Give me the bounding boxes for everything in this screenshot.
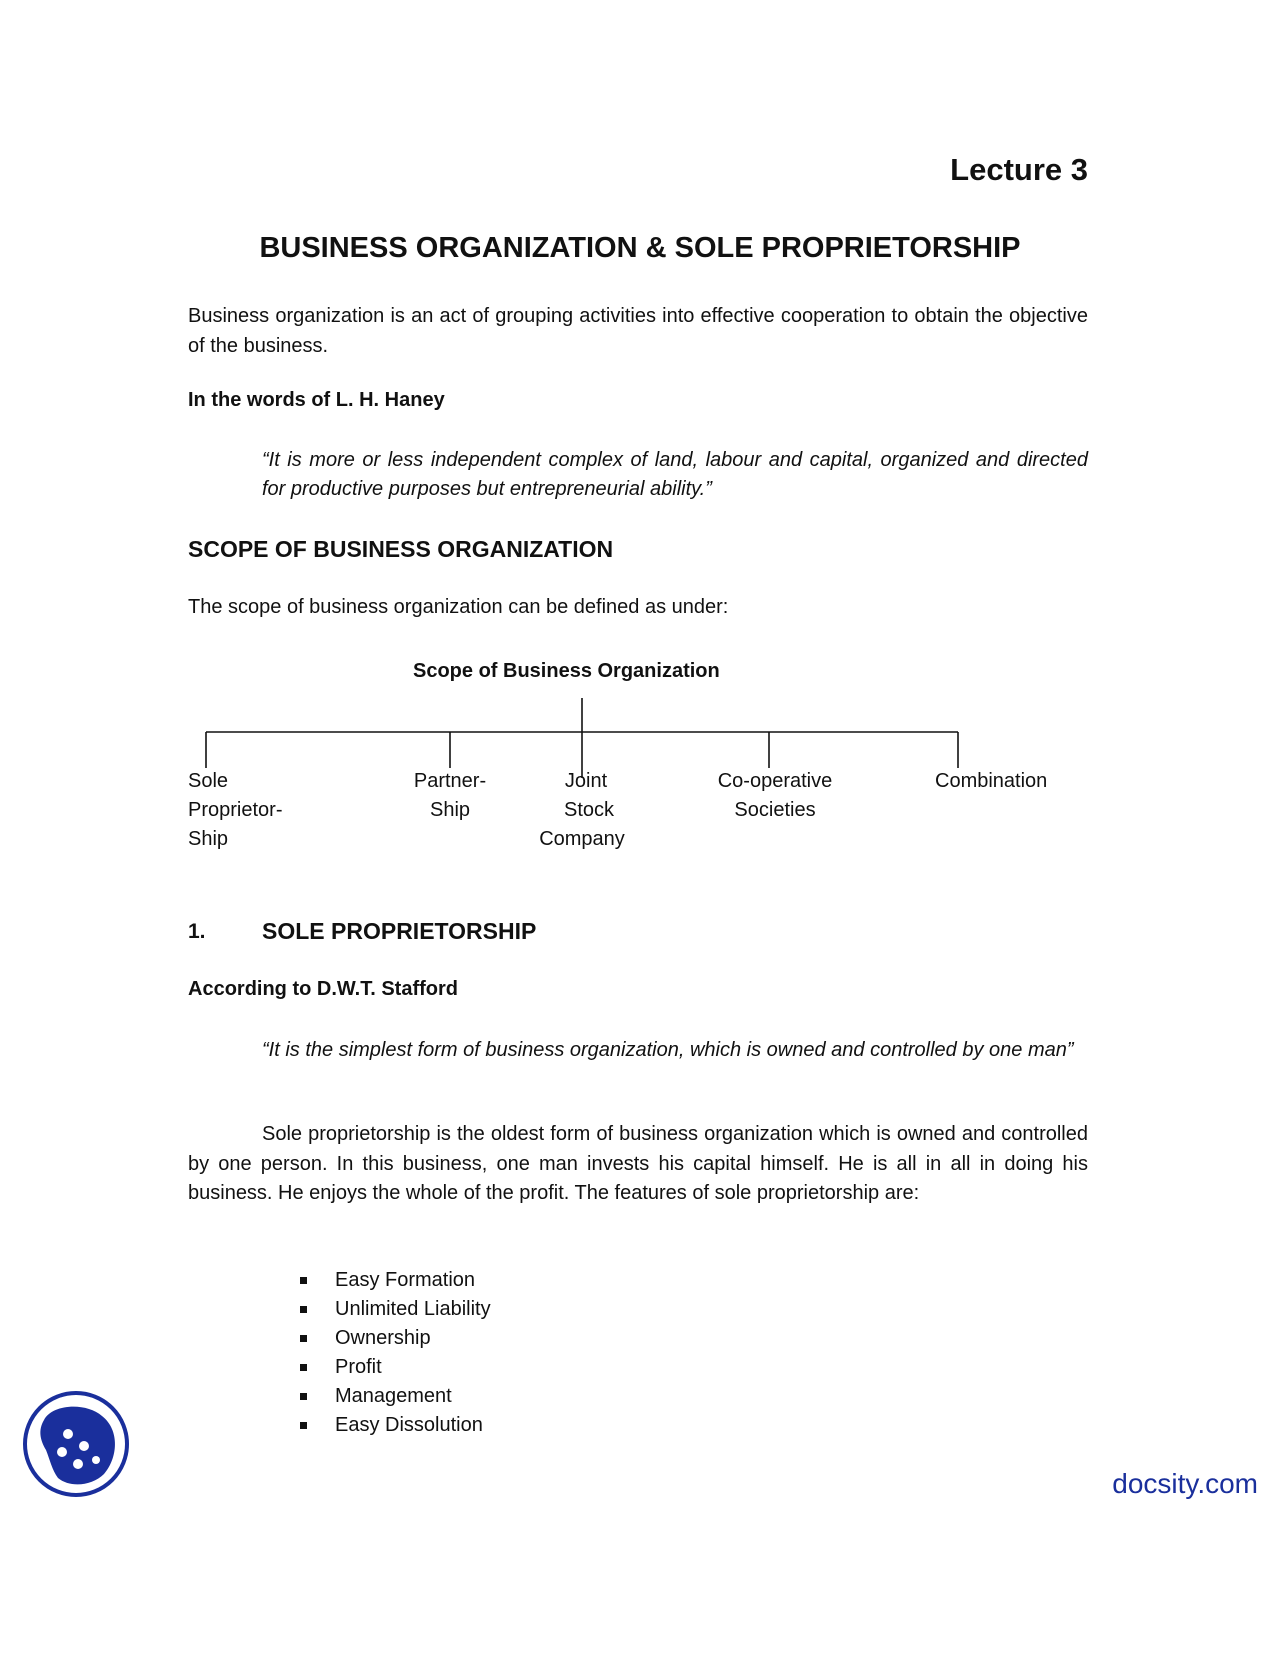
branch-line: Joint: [564, 770, 608, 792]
bullet-square-icon: [300, 1364, 307, 1371]
scope-heading: SCOPE OF BUSINESS ORGANIZATION: [188, 536, 614, 562]
list-item: [300, 1295, 491, 1324]
branch-sole-proprietorship: [188, 767, 282, 854]
list-item: [300, 1411, 491, 1440]
bullet-square-icon: [300, 1306, 307, 1313]
scope-lead: The scope of business organization can be defined as under:: [188, 596, 729, 618]
branch-line: Ship: [429, 799, 471, 821]
sole-paragraph: Sole proprietorship is the oldest form of business organization which is owned and controlled by one person. In this business, one man invests his capital himself. He is all in all in doing his business. He enjoys the whole of the profit. The features of sole proprietorship are:: [188, 1123, 1088, 1204]
page-title: BUSINESS ORGANIZATION & SOLE PROPRIETORSHIP: [259, 232, 1021, 264]
lecture-number: Lecture 3: [950, 152, 1088, 187]
features-list: [300, 1266, 491, 1440]
feature-label: Easy Formation: [335, 1269, 476, 1291]
haney-attribution: In the words of L. H. Haney: [188, 389, 445, 411]
branch-combination: [935, 767, 1047, 796]
branch-line: Combination: [935, 770, 1048, 792]
branch-line: Stock: [563, 799, 615, 821]
list-item: [300, 1353, 491, 1382]
sole-proprietorship-heading: SOLE PROPRIETORSHIP: [262, 918, 537, 944]
feature-label: Unlimited Liability: [335, 1298, 491, 1320]
feature-label: Profit: [335, 1356, 382, 1378]
branch-cooperative-societies: [700, 767, 850, 825]
branch-line: Proprietor-: [188, 799, 283, 821]
list-item: [300, 1324, 491, 1353]
branch-line: Sole: [188, 770, 229, 792]
bullet-square-icon: [300, 1277, 307, 1284]
feature-label: Ownership: [335, 1327, 431, 1349]
branch-line: Co-operative: [717, 770, 833, 792]
list-item: [300, 1266, 491, 1295]
branch-line: Societies: [734, 799, 816, 821]
docsity-logo-icon[interactable]: [22, 1390, 130, 1498]
stafford-quote: “It is the simplest form of business organization, which is owned and controlled by one man”: [262, 1039, 1074, 1061]
list-item: [300, 1382, 491, 1411]
branch-joint-stock-company: [532, 767, 632, 854]
section-number: 1.: [188, 920, 206, 943]
feature-label: Easy Dissolution: [335, 1414, 483, 1436]
branch-line: Company: [539, 828, 625, 850]
intro-paragraph: Business organization is an act of grouping activities into effective cooperation to obtain the objective of the business.: [188, 305, 1088, 357]
bullet-square-icon: [300, 1422, 307, 1429]
bullet-square-icon: [300, 1335, 307, 1342]
branch-line: Partner-: [413, 770, 487, 792]
branch-line: Ship: [188, 828, 229, 850]
org-chart-title: Scope of Business Organization: [413, 660, 720, 682]
feature-label: Management: [335, 1385, 452, 1407]
stafford-attribution: According to D.W.T. Stafford: [188, 978, 458, 1000]
haney-quote: “It is more or less independent complex of land, labour and capital, organized and directed for productive purposes but entrepreneurial ability.”: [262, 449, 1088, 500]
docsity-brand-link[interactable]: docsity.com: [1112, 1468, 1258, 1499]
bullet-square-icon: [300, 1393, 307, 1400]
branch-partnership: [400, 767, 500, 825]
